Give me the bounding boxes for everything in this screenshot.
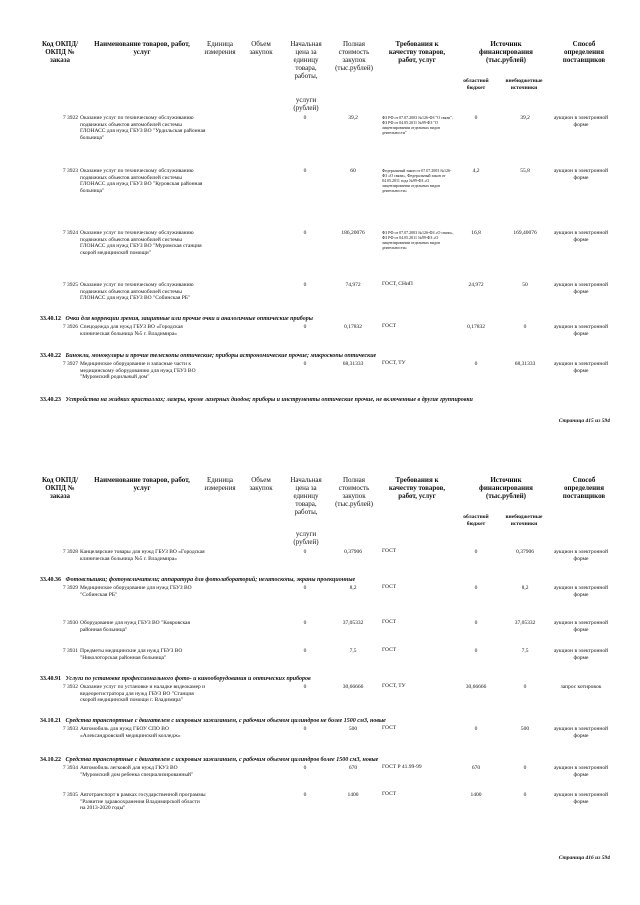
table-row (0, 726, 640, 752)
order-number: 7 3924 (62, 230, 78, 236)
category-code: 33.40.91 (40, 676, 61, 682)
category-heading (40, 577, 615, 584)
order-number: 7 3925 (62, 282, 78, 288)
total-cost: 37,05332 (342, 620, 364, 626)
category-code: 33.40.22 (40, 353, 61, 359)
procurement-method: аукцион в электронной форме (553, 549, 609, 562)
total-cost: 60 (350, 168, 356, 174)
header-code: Код ОКПД/ ОКПД № заказа (41, 476, 79, 500)
item-name: Оказание услуг по техническому обслуживанию подвижных объектов автомобилей системы ГЛОНАСС для нужд ГБУЗ ВО "Собинская РБ" (80, 282, 194, 302)
header-price: Начальная цена за единицу товара, работы, (290, 476, 322, 516)
header-method: Способ определения поставщиков (562, 40, 606, 64)
page-415 (0, 0, 640, 452)
quality-requirements: ГОСТ (382, 619, 397, 625)
procurement-method: аукцион в электронной форме (553, 765, 609, 778)
order-number: 7 3934 (62, 765, 78, 771)
quality-requirements: ГОСТ (382, 584, 397, 590)
regional-budget: 0 (474, 585, 478, 591)
page-footer: Страница 415 из 594 (558, 418, 610, 424)
table-row (0, 620, 640, 646)
item-name: Оказание услуг по техническому обслуживанию подвижных объектов автомобилей системы ГЛОНАСС для нужд ГБУЗ ВО "Муромская станция скорой медицинской помощи" (80, 230, 202, 256)
header-total: Полная стоимость закупок (тыс.рублей) (335, 476, 373, 508)
regional-budget: 0 (474, 115, 478, 121)
unit-price: 0 (303, 282, 307, 288)
procurement-method: аукцион в электронной форме (553, 620, 609, 633)
category-title: Услуги по установке профессионального фото- и кинооборудования и оптических приборов (65, 676, 311, 682)
external-sources: 8,2 (521, 585, 529, 591)
external-sources: 0 (523, 684, 527, 690)
total-cost: 8,2 (349, 585, 357, 591)
unit-price: 0 (303, 726, 307, 732)
external-sources: 68,31333 (514, 361, 536, 367)
external-sources: 39,2 (520, 115, 530, 121)
header-requirements: Требования к качеству товаров, работ, услуг (388, 476, 446, 500)
header-price: Начальная цена за единицу товара, работы, (290, 40, 322, 80)
external-sources: 0 (523, 792, 527, 798)
regional-budget: 1400 (470, 792, 482, 798)
procurement-method: аукцион в электронной форме (553, 792, 609, 805)
table-row (0, 792, 640, 828)
total-cost: 0,17832 (344, 324, 362, 330)
order-number: 7 3935 (62, 792, 78, 798)
quality-requirements: Федеральный закон от 07.07.2003 №126-ФЗ «О связи», Федеральный закон от 04.05.2011 года №99-ФЗ «О лицензировании отдельных видов деятельности» (382, 168, 452, 193)
category-title: Средства транспортные с двигателем с искровым зажиганием, с рабочим объемом цилиндров не более 1500 см3, новые (65, 718, 386, 724)
header-price-units: услуги (рублей) (293, 96, 319, 112)
order-number: 7 3923 (62, 168, 78, 174)
item-name: Автомобиль легковой для нужд ГКУЗ ВО "Муромский дом ребенка специализированный" (80, 765, 194, 778)
header-fin-regional: областной бюджет (463, 78, 489, 91)
table-row (0, 765, 640, 793)
category-heading (40, 397, 615, 404)
regional-budget: 4,2 (472, 168, 480, 174)
regional-budget: 0 (474, 361, 478, 367)
table-row (0, 168, 640, 222)
external-sources: 50 (522, 282, 528, 288)
procurement-method: аукцион в электронной форме (553, 168, 609, 181)
unit-price: 0 (303, 324, 307, 330)
order-number: 7 3928 (62, 549, 78, 555)
category-title: Фотовспышки; фотоувеличители; аппаратура для фотолабораторий; негатоскопы, экраны проекционные (65, 577, 356, 583)
external-sources: 7,5 (521, 648, 529, 654)
category-code: 33.40.23 (40, 397, 61, 403)
header-fin-external: внебюджетные источники (505, 514, 543, 527)
category-code: 34.10.22 (40, 757, 61, 763)
regional-budget: 30,66666 (465, 684, 487, 690)
procurement-method: аукцион в электронной форме (553, 726, 609, 739)
header-fin-regional: областной бюджет (463, 514, 489, 527)
total-cost: 30,66666 (342, 684, 364, 690)
unit-price: 0 (303, 115, 307, 121)
category-heading (40, 676, 615, 683)
quality-requirements: ГОСТ (382, 323, 397, 329)
regional-budget: 670 (471, 765, 481, 771)
page-footer: Страница 416 из 594 (558, 855, 610, 861)
total-cost: 68,31333 (342, 361, 364, 367)
header-name: Наименование товаров, работ, услуг (94, 476, 190, 492)
category-code: 33.40.12 (40, 316, 61, 322)
procurement-method: аукцион в электронной форме (553, 230, 609, 243)
total-cost: 39,2 (348, 115, 358, 121)
unit-price: 0 (303, 549, 307, 555)
total-cost: 0,37906 (344, 549, 362, 555)
category-title: Средства транспортные с двигателем с искровым зажиганием, с рабочим объемом цилиндров более 1500 см3, новые (65, 757, 379, 763)
category-title: Бинокли, монокуляры и прочие телескопы оптические; приборы астрономические прочие; микроскопы оптические (65, 353, 377, 359)
procurement-method: аукцион в электронной форме (553, 324, 609, 337)
order-number: 7 3930 (62, 620, 78, 626)
procurement-method: аукцион в электронной форме (553, 361, 609, 374)
item-name: Предметы медицинские для нужд ГБУЗ ВО "Николоторская районная больница" (80, 648, 183, 661)
header-financing: Источник финансирования (тыс.рублей) (479, 476, 533, 500)
external-sources: 169,40076 (513, 230, 537, 236)
quality-requirements: ГОСТ Р 41.99-99 (382, 764, 422, 770)
header-volume: Объем закупок (249, 476, 273, 492)
header-financing: Источник финансирования (тыс.рублей) (479, 40, 533, 64)
procurement-method: аукцион в электронной форме (553, 585, 609, 598)
external-sources: 55,8 (520, 168, 530, 174)
item-name: Оказание услуг по установке и наладке видеокамер и видеорегистратора для нужд ГБУЗ ВО "Станция скорой медицинской помощи г. Владимира" (80, 684, 206, 704)
table-row (0, 549, 640, 575)
unit-price: 0 (303, 684, 307, 690)
table-row (0, 648, 640, 674)
item-name: Спецодежда для нужд ГБУЗ ВО «Городская клиническая больница №5 г. Владимира» (80, 324, 183, 337)
page-416 (0, 468, 640, 905)
procurement-method: аукцион в электронной форме (553, 115, 609, 128)
table-row (0, 684, 640, 714)
quality-requirements: ГОСТ (382, 725, 397, 731)
quality-requirements: ФЗ РФ от 07.07.2003 №126-ФЗ "О связи", ФЗ РФ от 04.05.2011 №99-ФЗ "О лицензировании отдельных видов деятельности" (382, 115, 453, 135)
item-name: Автотранспорт в рамках государственной программы "Развитие здравоохранения Владимирской области на 2013-2020 годы" (80, 792, 206, 812)
unit-price: 0 (303, 168, 307, 174)
quality-requirements: ГОСТ (382, 548, 397, 554)
table-row (0, 324, 640, 346)
table-row (0, 585, 640, 613)
item-name: Медицинское оборудование для нужд ГБУЗ ВО "Собинская РБ" (80, 585, 192, 598)
item-name: Медицинское оборудование и запасные части к медицинскому оборудованию для нужд ГБУЗ ВО "Муромский родильный дом" (80, 361, 196, 381)
unit-price: 0 (303, 648, 307, 654)
item-name: Автомобиль для нужд ГБОУ СПО ВО «Александровский медицинский колледж» (80, 726, 181, 739)
category-code: 33.40.36 (40, 577, 61, 583)
category-heading (40, 316, 615, 323)
external-sources: 0 (523, 765, 527, 771)
category-code: 34.10.21 (40, 718, 61, 724)
procurement-method: аукцион в электронной форме (553, 282, 609, 295)
header-method: Способ определения поставщиков (562, 476, 606, 500)
regional-budget: 0 (474, 620, 478, 626)
order-number: 7 3933 (62, 726, 78, 732)
quality-requirements: ГОСТ (382, 647, 397, 653)
item-name: Канцелярские товары для нужд ГБУЗ ВО «Городская клиническая больница №5 г. Владимира» (80, 549, 205, 562)
item-name: Оборудование для нужд ГБУЗ ВО "Ковровская районная больница" (80, 620, 191, 633)
regional-budget: 0,17832 (467, 324, 485, 330)
external-sources: 0,37906 (516, 549, 534, 555)
header-unit: Единица измерения (204, 40, 236, 56)
header-volume: Объем закупок (249, 40, 273, 56)
quality-requirements: ГОСТ (382, 791, 397, 797)
header-requirements: Требования к качеству товаров, работ, услуг (388, 40, 446, 64)
order-number: 7 3929 (62, 585, 78, 591)
table-row (0, 115, 640, 159)
category-title: Очки для коррекции зрения, защитные или прочие очки и аналогичные оптические приборы (65, 316, 313, 322)
item-name: Оказание услуг по техническому обслуживанию подвижных объектов автомобилей системы ГЛОНАСС для нужд ГБУЗ ВО "Урдильская районная больница" (80, 115, 206, 141)
external-sources: 0 (523, 324, 527, 330)
category-title: Устройства на жидких кристаллах; лазеры, кроме лазерных диодов; приборы и инструменты оптические прочие, не включенные в другие группировки (65, 397, 473, 403)
quality-requirements: ГОСТ, СНиП (382, 281, 413, 287)
total-cost: 670 (348, 765, 358, 771)
external-sources: 37,05332 (514, 620, 536, 626)
unit-price: 0 (303, 585, 307, 591)
order-number: 7 3932 (62, 684, 78, 690)
quality-requirements: ФЗ РФ от 07.07.2003 №126-ФЗ «О связи», ФЗ РФ от 04.05.2011 №99-ФЗ «О лицензировании отдельных видов деятельности» (382, 230, 454, 250)
regional-budget: 0 (474, 648, 478, 654)
total-cost: 500 (348, 726, 358, 732)
unit-price: 0 (303, 361, 307, 367)
unit-price: 0 (303, 230, 307, 236)
unit-price: 0 (303, 620, 307, 626)
procurement-method: запрос котировок (560, 684, 602, 690)
total-cost: 186,20076 (341, 230, 365, 236)
table-row (0, 230, 640, 276)
quality-requirements: ГОСТ, ТУ (382, 360, 406, 366)
category-heading (40, 353, 615, 360)
procurement-method: аукцион в электронной форме (553, 648, 609, 661)
order-number: 7 3922 (62, 115, 78, 121)
header-total: Полная стоимость закупок (тыс.рублей) (335, 40, 373, 72)
regional-budget: 0 (474, 549, 478, 555)
total-cost: 74,972 (345, 282, 361, 288)
category-heading (40, 757, 615, 764)
unit-price: 0 (303, 792, 307, 798)
header-unit: Единица измерения (204, 476, 236, 492)
external-sources: 500 (520, 726, 530, 732)
table-row (0, 361, 640, 391)
header-code: Код ОКПД/ ОКПД № заказа (41, 40, 79, 64)
total-cost: 1400 (347, 792, 359, 798)
order-number: 7 3927 (62, 361, 78, 367)
regional-budget: 24,972 (468, 282, 484, 288)
total-cost: 7,5 (349, 648, 357, 654)
regional-budget: 0 (474, 726, 478, 732)
quality-requirements: ГОСТ, ТУ (382, 683, 406, 689)
table-row (0, 282, 640, 314)
order-number: 7 3926 (62, 324, 78, 330)
header-name: Наименование товаров, работ, услуг (94, 40, 190, 56)
order-number: 7 3931 (62, 648, 78, 654)
header-fin-external: внебюджетные источники (505, 78, 543, 91)
unit-price: 0 (303, 765, 307, 771)
category-heading (40, 718, 615, 725)
item-name: Оказание услуг по техническому обслуживанию подвижных объектов автомобилей системы ГЛОНАСС для нужд ГБУЗ ВО "Куровская районная больница" (80, 168, 203, 194)
regional-budget: 16,8 (471, 230, 481, 236)
header-price-units: услуги (рублей) (293, 530, 319, 546)
